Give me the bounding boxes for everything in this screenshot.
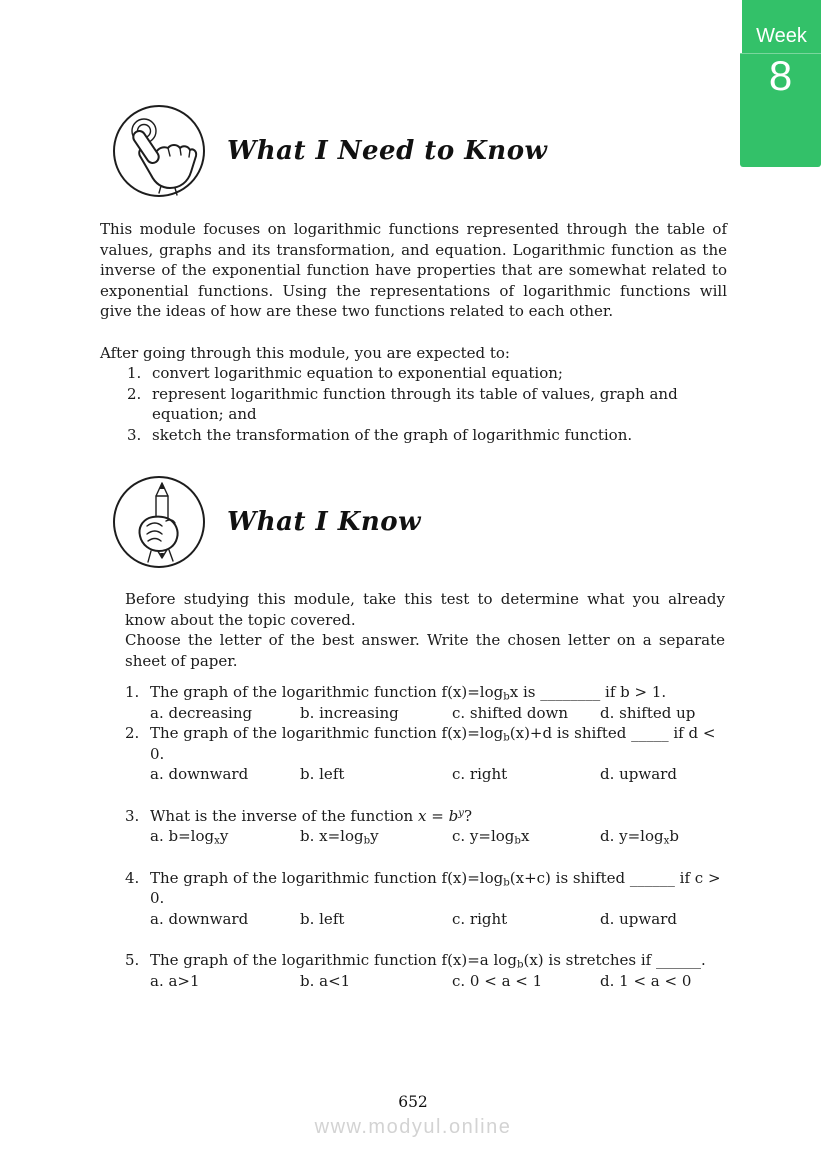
objective-number: 3. <box>127 425 142 444</box>
option-b: b. increasing <box>300 703 399 722</box>
page-content <box>100 0 727 991</box>
question-number: 1. <box>125 683 140 701</box>
question-2 <box>125 723 727 785</box>
objective-number: 2. <box>127 384 142 403</box>
watermark-url: www.modyul.online <box>314 1116 512 1138</box>
question-3 <box>125 806 727 847</box>
question-text: What is the inverse of the function $x = b^y$? <box>150 806 472 825</box>
option-b: b. $x=\log_by$ <box>300 827 379 847</box>
week-badge-label: Week <box>742 0 821 53</box>
section1-header <box>100 103 727 199</box>
option-c: c. right <box>452 765 508 783</box>
objective-number: 1. <box>127 364 142 382</box>
question-options <box>150 909 727 930</box>
touch-press-icon <box>111 103 207 199</box>
option-b: b. left <box>300 765 345 783</box>
question-body <box>150 950 727 991</box>
option-c: c. shifted down <box>452 703 569 722</box>
section2-header <box>100 474 727 570</box>
question-options <box>150 703 727 724</box>
objective-text: represent logarithmic function through its table of values, graph and equation; and <box>152 384 678 423</box>
option-d: d. upward <box>600 765 677 783</box>
objectives-intro: After going through this module, you are expected to: <box>100 343 510 362</box>
question-options <box>150 826 727 847</box>
objectives-list <box>100 363 727 445</box>
page-number: 652 <box>398 1093 428 1111</box>
option-b: b. a<1 <box>300 971 351 990</box>
question-body <box>150 868 727 930</box>
pretest-instructions <box>125 589 725 671</box>
question-text: The graph of the logarithmic function $f(x)=\log_b(x)+d$ is shifted _____ if d < 0. <box>150 724 716 763</box>
question-body <box>150 682 727 723</box>
question-4 <box>125 868 727 930</box>
question-1 <box>125 682 727 723</box>
pretest-intro-1: Before studying this module, take this test to determine what you already know about the topic covered. <box>125 590 725 629</box>
week-badge-number: 8 <box>740 53 821 167</box>
option-a: a. downward <box>150 765 249 783</box>
question-list <box>100 682 727 991</box>
section1-heading: What I Need to Know <box>227 136 548 166</box>
option-d: d. 1 < a < 0 <box>600 971 692 990</box>
objective-text: sketch the transformation of the graph of logarithmic function. <box>152 425 633 444</box>
touch-press-icon <box>111 103 207 199</box>
pretest-intro-2: Choose the letter of the best answer. Write the chosen letter on a separate sheet of paper. <box>125 631 725 670</box>
section2-heading: What I Know <box>227 507 421 537</box>
module-overview-paragraph: This module focuses on logarithmic functions represented through the table of values, graphs and its transformation, and equation. Logarithmic function as the inverse of the exponential function have properties that are somewhat related to exponential functions. Using the representations of logarithmic functions will give the ideas of how are these two functions related to each other. <box>100 220 727 320</box>
hand-writing-icon <box>111 474 207 570</box>
option-a: a. downward <box>150 909 249 928</box>
option-a: a. $b=\log_xy$ <box>150 827 229 847</box>
objective-item <box>100 384 727 425</box>
option-c: c. right <box>452 909 508 928</box>
objective-item <box>100 363 727 384</box>
option-a: a. decreasing <box>150 703 253 722</box>
question-text: The graph of the logarithmic function $f(x)=\log_b(x+c)$ is shifted ______ if c > 0. <box>150 868 721 907</box>
question-text: The graph of the logarithmic function f(x)=a $\log_b(x)$ is stretches if ______. <box>150 951 706 971</box>
option-c: c. 0 < a < 1 <box>452 971 543 990</box>
question-options <box>150 764 727 785</box>
objective-text: convert logarithmic equation to exponential equation; <box>152 364 563 382</box>
option-d: d. shifted up <box>600 703 696 722</box>
option-a: a. a>1 <box>150 971 200 990</box>
option-d: d. upward <box>600 909 677 928</box>
option-c: c. $y=\log_bx$ <box>452 827 530 847</box>
question-number: 4. <box>125 868 140 887</box>
question-body <box>150 806 727 847</box>
question-number: 5. <box>125 951 140 969</box>
option-b: b. left <box>300 909 345 928</box>
question-5 <box>125 950 727 991</box>
question-body <box>150 723 727 785</box>
objective-item <box>100 425 727 446</box>
question-number: 2. <box>125 724 140 742</box>
option-d: d. $y=\log_xb$ <box>600 827 679 847</box>
question-text: The graph of the logarithmic function $f(x)=\log_bx$ is ________ if b > 1. <box>150 683 667 703</box>
hand-writing-icon <box>111 474 207 570</box>
question-number: 3. <box>125 806 140 825</box>
question-options <box>150 971 727 992</box>
